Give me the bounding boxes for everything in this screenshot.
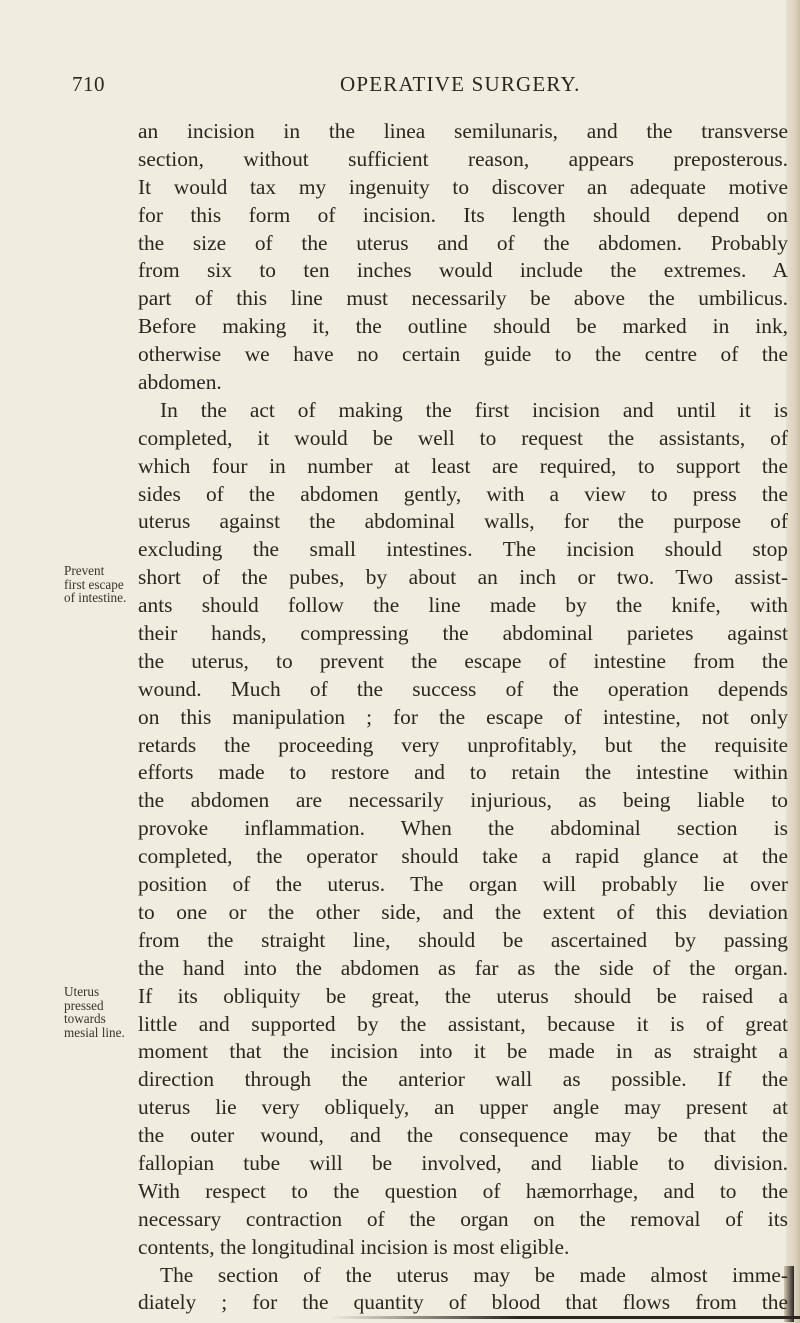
text-line: the uterus, to prevent the escape of intestine from the [138, 648, 788, 673]
margin-note-line: first escape [64, 576, 124, 592]
text-line: an incision in the linea semilunaris, and the transverse [138, 119, 788, 143]
text-line: from six to ten inches would include the extremes. A [138, 258, 788, 283]
text-line: position of the uterus. The organ will probably lie over [138, 872, 788, 897]
page-header [0, 72, 800, 112]
text-line: uterus lie very obliquely, an upper angle may present at [138, 1095, 788, 1120]
text-line: to one or the other side, and the extent of this deviation [138, 899, 788, 924]
margin-note-uterus-pressed [64, 985, 138, 1039]
text-line: It would tax my ingenuity to discover an adequate motive [138, 174, 788, 199]
text-line: section, without sufficient reason, appears preposterous. [138, 146, 788, 171]
page-edge-shadow [786, 0, 800, 1323]
text-line: ants should follow the line made by the knife, with [138, 593, 788, 618]
text-line: their hands, compressing the abdominal parietes against [138, 621, 788, 646]
margin-note-line: towards [64, 1011, 106, 1027]
text-line: on this manipulation ; for the escape of intestine, not only [138, 704, 788, 729]
page-number: 710 [72, 72, 105, 96]
running-head: OPERATIVE SURGERY. [340, 72, 581, 96]
text-line: wound. Much of the success of the operation depends [138, 676, 788, 701]
text-line: direction through the anterior wall as possible. If the [138, 1067, 788, 1092]
text-line: excluding the small intestines. The incision should stop [138, 537, 788, 562]
text-line: completed, it would be well to request the assistants, of [138, 425, 788, 450]
text-line: for this form of incision. Its length should depend on [138, 202, 788, 227]
text-line: Before making it, the outline should be marked in ink, [138, 314, 788, 339]
text-line: diately ; for the quantity of blood that flows from the [138, 1290, 788, 1315]
margin-note-prevent-escape [64, 564, 138, 605]
text-line: efforts made to restore and to retain the intestine within [138, 760, 788, 785]
text-line: The section of the uterus may be made almost imme- [160, 1262, 788, 1287]
text-line: necessary contraction of the organ on the removal of its [138, 1206, 788, 1231]
margin-note-line: of intestine. [64, 590, 127, 606]
margin-note-line: Prevent [64, 563, 105, 578]
text-line: retards the proceeding very unprofitably, but the requisite [138, 732, 788, 757]
text-line: which four in number at least are required, to support the [138, 453, 788, 478]
text-line: If its obliquity be great, the uterus should be raised a [138, 983, 788, 1008]
text-line: the size of the uterus and of the abdomen. Probably [138, 230, 788, 255]
margin-note-line: Uterus [64, 984, 100, 999]
text-line: part of this line must necessarily be above the umbilicus. [138, 286, 788, 311]
text-line: completed, the operator should take a rapid glance at the [138, 844, 788, 869]
text-line: contents, the longitudinal incision is most eligible. [138, 1234, 570, 1259]
margin-note-line: pressed [64, 997, 104, 1013]
text-line: moment that the incision into it be made in as straight a [138, 1039, 788, 1064]
text-line: fallopian tube will be involved, and liable to division. [138, 1150, 788, 1175]
text-line: uterus against the abdominal walls, for the purpose of [138, 509, 788, 534]
text-line: little and supported by the assistant, because it is of great [138, 1011, 788, 1036]
text-line: the hand into the abdomen as far as the side of the organ. [138, 955, 788, 980]
text-line: abdomen. [138, 370, 222, 395]
text-line: In the act of making the first incision and until it is [160, 397, 788, 422]
body-text [138, 118, 788, 1317]
text-line: otherwise we have no certain guide to the centre of the [138, 342, 788, 367]
text-line: provoke inflammation. When the abdominal section is [138, 816, 788, 841]
text-line: short of the pubes, by about an inch or two. Two assist- [138, 565, 788, 590]
text-line: the outer wound, and the consequence may be that the [138, 1123, 788, 1148]
text-line: from the straight line, should be ascertained by passing [138, 927, 788, 952]
text-line: the abdomen are necessarily injurious, as being liable to [138, 788, 788, 813]
text-line: With respect to the question of hæmorrhage, and to the [138, 1178, 788, 1203]
text-line: sides of the abdomen gently, with a view to press the [138, 481, 788, 506]
margin-note-line: mesial line. [64, 1024, 125, 1040]
